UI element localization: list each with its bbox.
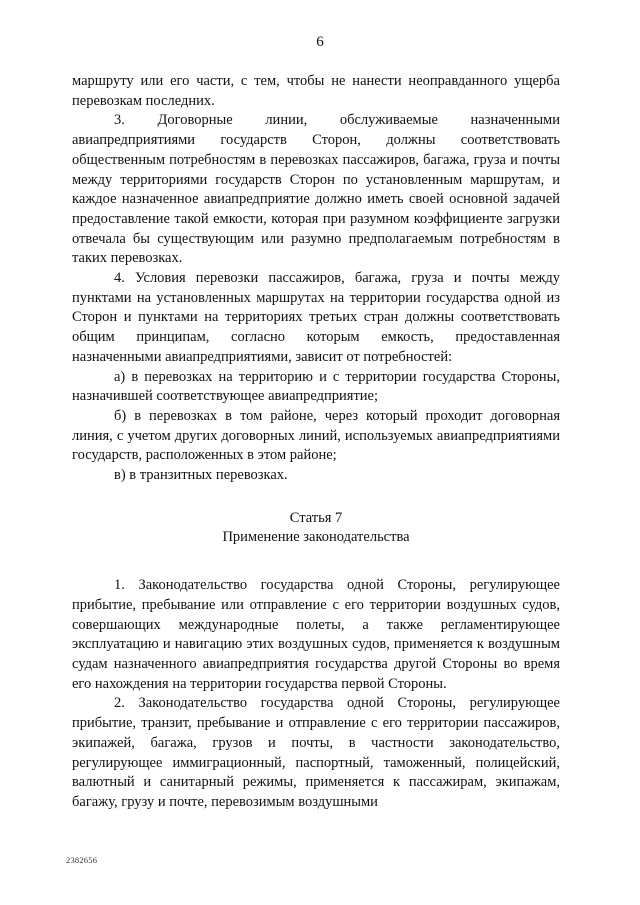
article-number: Статья 7 (289, 509, 343, 526)
paragraph: а) в перевозках на территорию и с территории государства Стороны, назначившей соответствующее авиапредприятие; (72, 368, 560, 405)
article-title: Применение законодательства (222, 529, 410, 546)
paragraph: б) в перевозках в том районе, через который проходит договорная линия, с учетом других договорных линий, используемых авиапредприятиями государств, расположенных в этом районе; (72, 407, 560, 464)
paragraph: 1. Законодательство государства одной Стороны, регулирующее прибытие, пребывание или отправление с его территории воздушных судов, совершающих международные полеты, а также регламентирующее эксплуатацию и навигацию этих воздушных судов, применяется к воздушным судам назначенного авиапредприятия государства другой Стороны во время его нахождения на территории государства первой Стороны. (72, 577, 560, 692)
page-number: 6 (316, 34, 324, 50)
paragraph: 4. Условия перевозки пассажиров, багажа, груза и почты между пунктами на установленных маршрутах на территории государства одной из Сторон и пунктами на территориях третьих стран должны соответствовать общим принципам, согласно которым емкость, предоставленная назначенными авиапредприятиями, зависит от потребностей: (72, 270, 560, 365)
paragraph: 2. Законодательство государства одной Стороны, регулирующее прибытие, транзит, пребывание и отправление с его территории пассажиров, экипажей, багажа, грузов и почты, в частности законодательство, регулирующее иммиграционный, паспортный, таможенный, полицейский, валютный и санитарный режимы, применяется к пассажирам, экипажам, багажу, грузу и почте, перевозимым воздушными (72, 695, 560, 810)
paragraph: в) в транзитных перевозках. (114, 467, 288, 484)
document-code: 2382656 (66, 855, 98, 865)
document-body (72, 72, 560, 813)
paragraphs-top (72, 72, 560, 486)
paragraphs-bottom (72, 576, 560, 812)
paragraph: маршруту или его части, с тем, чтобы не нанести неоправданного ущерба перевозкам последних. (72, 73, 560, 109)
paragraph: 3. Договорные линии, обслуживаемые назначенными авиапредприятиями государств Сторон, должны соответствовать общественным потребностям в перевозках пассажиров, багажа, груза и почты между территориями государств Сторон по установленным маршрутам, и каждое назначенное авиапредприятие должно иметь своей основной задачей предоставление такой емкости, которая при разумном коэффициенте загрузки отвечала бы существующим или разумно предполагаемым потребностям в таких перевозках. (72, 112, 560, 267)
